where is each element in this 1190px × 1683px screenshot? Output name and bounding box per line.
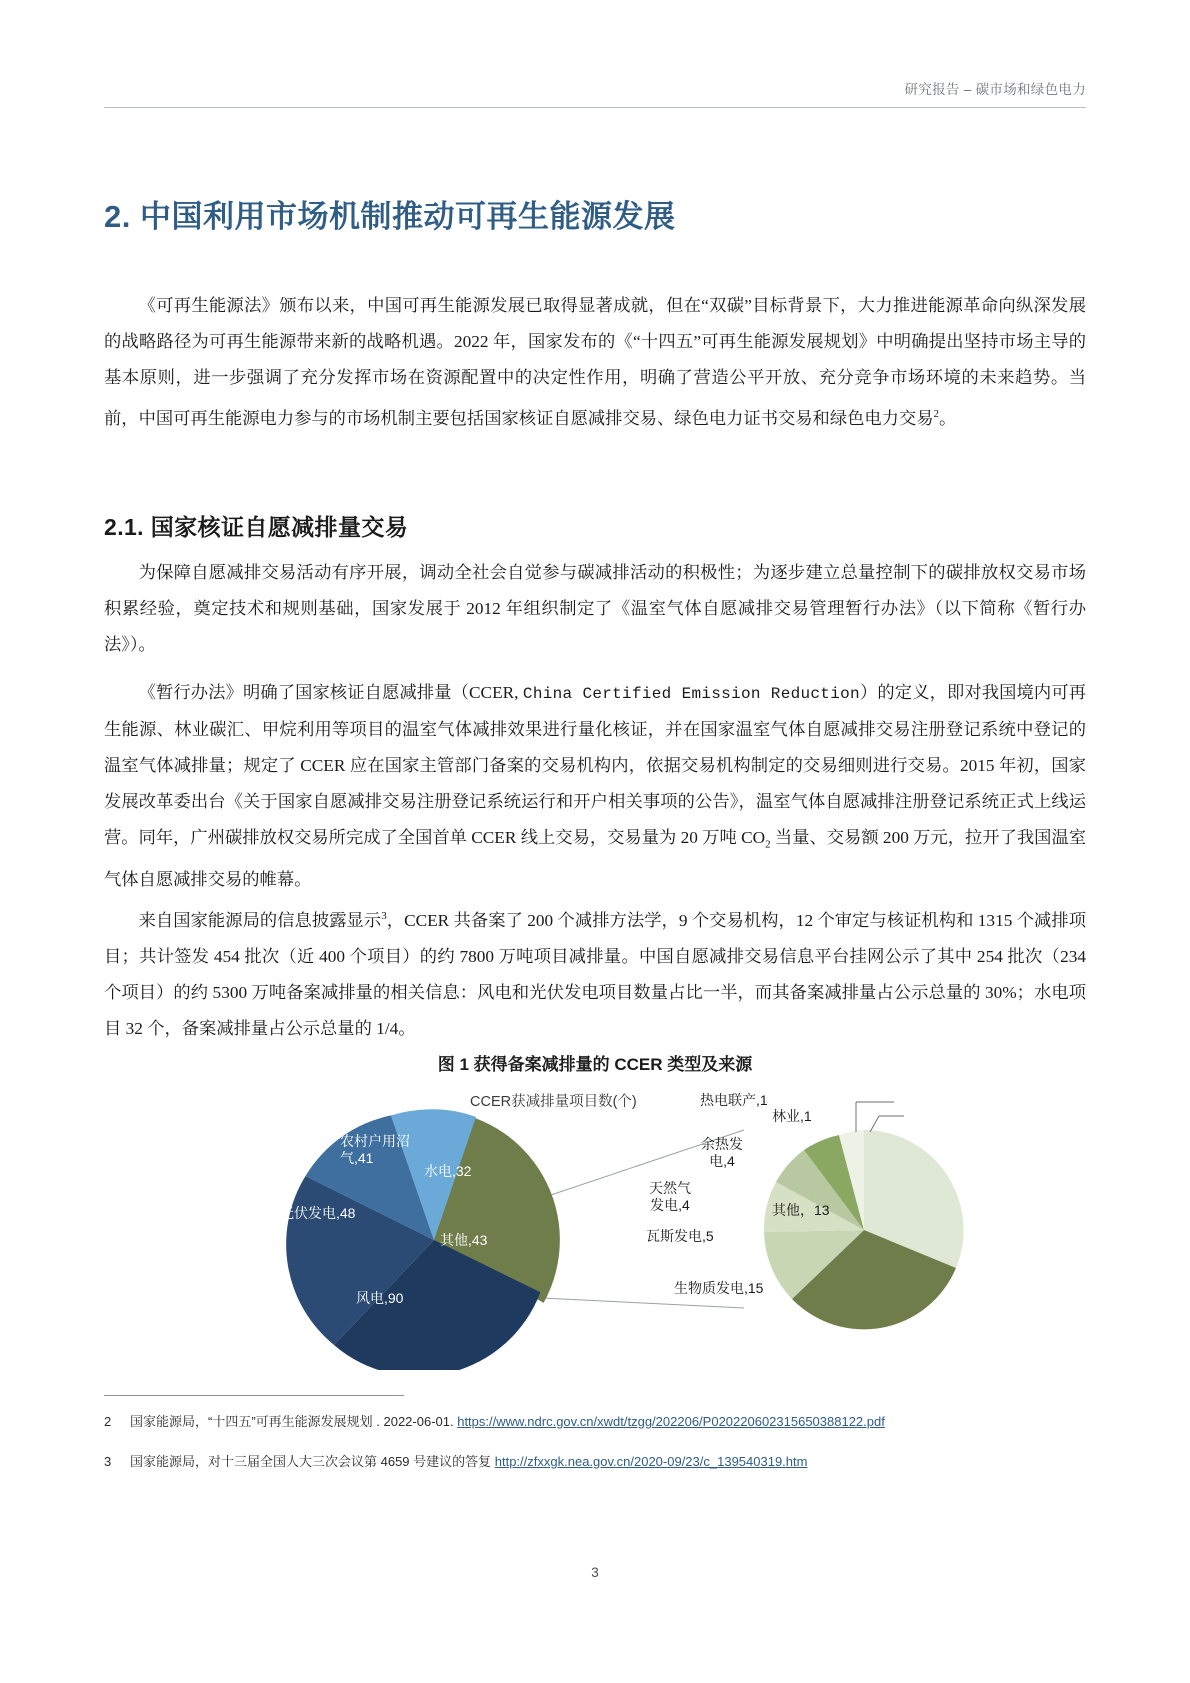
figure-pie-charts [104, 1080, 1086, 1360]
pie-label-other-detail: 其他，13 [772, 1202, 830, 1218]
p3-part-c: 当量、交易额 200 万元，拉开了我国温室气体自愿减排交易的帷幕。 [104, 828, 1087, 890]
paragraph-intro-end: 。 [939, 408, 957, 428]
header-divider [104, 107, 1086, 108]
pie-chart-svg [104, 1080, 1086, 1370]
pie-label-waste-heat: 余热发电,4 [701, 1136, 743, 1169]
pie-label-forestry: 林业,1 [772, 1108, 812, 1124]
footnote-3-link[interactable]: http://zfxxgk.nea.gov.cn/2020-09/23/c_139540319.htm [494, 1454, 808, 1469]
page-title: 2. 中国利用市场机制推动可再生能源发展 [104, 198, 676, 234]
section-heading-2-1: 2.1. 国家核证自愿减排量交易 [104, 514, 409, 541]
paragraph-ccer-definition [104, 675, 1086, 898]
p4-part-b: ，CCER 共备案了 200 个减排方法学，9 个交易机构，12 个审定与核证机构和 1315 个减排项目；共计签发 454 批次（近 400 个项目）的约 7800 万吨项目减排量。中国自愿减排交易信息平台挂网公示了其中 254 批次（234 个项目）的约 5300 万吨备案减排量的相关信息：风电和光伏发电项目数量占比一半，而其备案减排量占公示总量的 30%；水电项目 32 个，备案减排量占公示总量的 1/4。 [104, 910, 1086, 1038]
pie-label-other-main: 其他,43 [440, 1232, 488, 1248]
footnote-3-text: 国家能源局，对十三届全国人大三次会议第 4659 号建议的答复 [130, 1454, 495, 1469]
p3-english-term: China Certified Emission Reduction [522, 685, 860, 703]
pie-label-gas-coalbed: 瓦斯发电,5 [646, 1228, 714, 1244]
footnote-ref-3[interactable]: 3 [381, 910, 387, 922]
footnote-3 [104, 1452, 1086, 1472]
p3-part-a: 《暂行办法》明确了国家核证自愿减排量（CCER, [138, 683, 523, 702]
footnote-2 [104, 1412, 1086, 1432]
pie-label-wind: 风电,90 [356, 1290, 404, 1306]
p4-part-a: 来自国家能源局的信息披露显示 [138, 910, 382, 930]
pie-label-natural-gas: 天然气发电,4 [649, 1180, 691, 1213]
p3-part-b: ）的定义，即对我国境内可再生能源、林业碳汇、甲烷利用等项目的温室气体减排效果进行量化核证，并在国家温室气体自愿减排交易注册登记系统中登记的温室气体减排量；规定了 CCER 应在国家主管部门备案的交易机构内，依据交易机构制定的交易细则进行交易。2015 年初，国家发展改革委出台《关于国家自愿减排交易注册登记系统运行和开户相关事项的公告》，温室气体自愿减排注册登记系统正式上线运营。同年，广州碳排放权交易所完成了全国首单 CCER 线上交易，交易量为 20 万吨 CO [104, 683, 1086, 847]
paragraph-ccer-statistics [104, 898, 1086, 1047]
footnote-2-link[interactable]: https://www.ndrc.gov.cn/xwdt/tzgg/202206/P020220602315650388122.pdf [457, 1414, 885, 1429]
pie-label-hydro: 水电,32 [424, 1163, 472, 1179]
footnote-2-text: 国家能源局，“十四五”可再生能源发展规划 . 2022-06-01. [130, 1414, 458, 1429]
running-header: 研究报告 – 碳市场和绿色电力 [904, 82, 1086, 97]
figure-caption: 图 1 获得备案减排量的 CCER 类型及来源 [437, 1055, 753, 1074]
footnote-3-number: 3 [104, 1454, 112, 1469]
pie-label-chp: 热电联产,1 [700, 1092, 768, 1108]
footnote-2-number: 2 [104, 1414, 112, 1429]
co2-subscript: 2 [765, 838, 771, 851]
paragraph-intro-text: 《可再生能源法》颁布以来，中国可再生能源发展已取得显著成就，但在“双碳”目标背景下，大力推进能源革命向纵深发展的战略路径为可再生能源带来新的战略机遇。2022 年，国家发布的《“十四五”可再生能源发展规划》中明确提出坚持市场主导的基本原则，进一步强调了充分发挥市场在资源配置中的决定性作用，明确了营造公平开放、充分竞争市场环境的未来趋势。当前，中国可再生能源电力参与的市场机制主要包括国家核证自愿减排交易、绿色电力证书交易和绿色电力交易 [104, 296, 1086, 428]
footnote-ref-2[interactable]: 2 [933, 408, 940, 420]
paragraph-intro [104, 288, 1086, 437]
figure-axis-note: CCER获减排量项目数(个) [470, 1094, 637, 1110]
footnote-divider [104, 1395, 404, 1396]
pie-label-biomass: 生物质发电,15 [674, 1280, 764, 1296]
pie-label-rural-biogas: 农村户用沼气,41 [340, 1133, 410, 1166]
page-number: 3 [591, 1565, 599, 1580]
pie-label-solar: 光伏发电,48 [280, 1205, 356, 1221]
paragraph-ccer-background: 为保障自愿减排交易活动有序开展，调动全社会自觉参与碳减排活动的积极性；为逐步建立总量控制下的碳排放权交易市场积累经验，奠定技术和规则基础，国家发展于 2012 年组织制定了《温室气体自愿减排交易管理暂行办法》（以下简称《暂行办法》）。 [104, 563, 1086, 654]
